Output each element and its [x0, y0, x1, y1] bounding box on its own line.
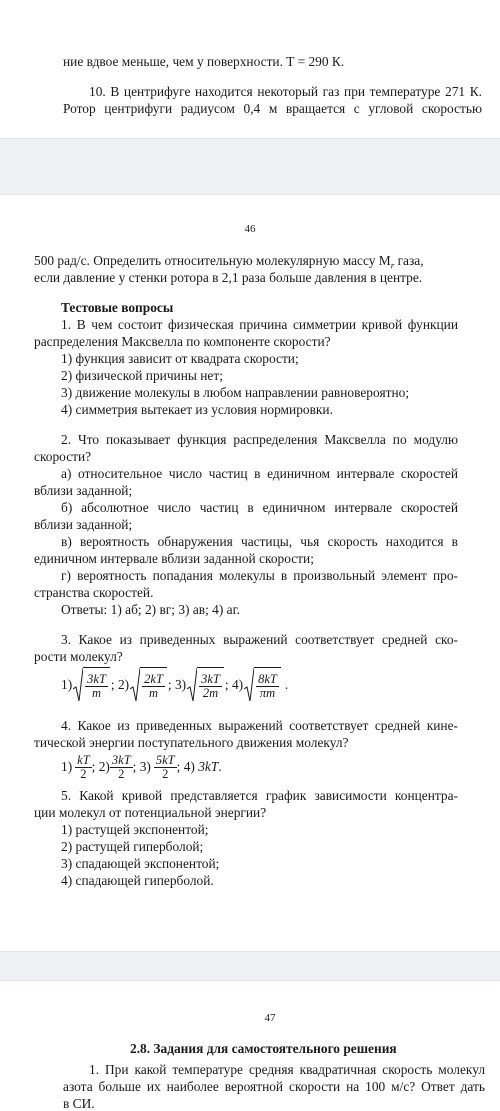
text-line: азота больше их наиболее вероятной скорости на 100 м/с? Ответ дать: [63, 1079, 485, 1094]
formula-separator: ; 3): [132, 759, 151, 774]
formula-term: 3kT: [198, 759, 219, 774]
option: 1) растущей экспонентой;: [61, 822, 209, 837]
formula-end: .: [218, 759, 222, 774]
question-3-text: 3. Какое из приведенных выражений соответствует средней ско-: [61, 632, 458, 647]
text-line: если давление у стенки ротора в 2,1 раза больше давления в центре.: [34, 270, 423, 285]
denominator: m: [149, 685, 159, 700]
formula-label: 1): [61, 759, 73, 774]
page-gap: [0, 951, 500, 981]
question-1-text: 1. В чем состоит физическая причина симметрии кривой функции: [61, 317, 458, 332]
sqrt-expression: [130, 667, 167, 703]
text-line: ние вдвое меньше, чем у поверхности. T = 290 К.: [63, 54, 345, 69]
question-1-text: распределения Максвелла по компоненте скорости?: [34, 334, 331, 349]
numerator: 3kT: [111, 752, 131, 767]
denominator: 2: [80, 766, 87, 781]
denominator: 2: [162, 766, 169, 781]
option: б) абсолютное число частиц в единичном интервале скоростей: [61, 500, 458, 515]
fraction: [75, 754, 92, 781]
text-line: Ротор центрифуги радиусом 0,4 м вращается с угловой скоростью: [63, 101, 482, 116]
formula-separator: ; 3): [167, 677, 187, 692]
numerator: 5kT: [155, 752, 175, 767]
formula-end: .: [284, 677, 289, 692]
intro-main: 500 рад/с. Определить относительную молекулярную массу M: [34, 253, 391, 268]
numerator: 3kT: [201, 671, 220, 686]
sqrt-expression: [244, 667, 281, 703]
option: а) относительное число частиц в единичном интервале скоростей: [61, 466, 458, 481]
option: 3) движение молекулы в любом направлении равновероятно;: [61, 385, 410, 400]
intro-subscript: r: [390, 260, 395, 271]
option: 4) спадающей гиперболой.: [61, 873, 214, 888]
page-gap: [0, 138, 500, 195]
question-2-text: скорости?: [34, 449, 92, 464]
page-47: [0, 981, 500, 1111]
option: вблизи заданной;: [34, 483, 133, 498]
option: 4) симметрия вытекает из условия нормировки.: [61, 402, 333, 417]
section-heading: 2.8. Задания для самостоятельного решения: [130, 1041, 397, 1056]
numerator: kT: [77, 752, 90, 767]
formula-q3: [61, 665, 288, 705]
formula-q4: [61, 751, 222, 783]
question-4-text: 4. Какое из приведенных выражений соответствует средней кине-: [61, 718, 458, 733]
option: г) вероятность попадания молекулы в произвольный элемент про-: [61, 568, 458, 583]
option: единичном интервале вблизи заданной скорости;: [34, 551, 314, 566]
section-title: Тестовые вопросы: [61, 300, 174, 315]
option: 2) физической причины нет;: [61, 368, 223, 383]
sqrt-expression: [187, 667, 224, 703]
numerator: 8kT: [258, 671, 277, 686]
fraction: [154, 754, 177, 781]
option: 3) спадающей экспонентой;: [61, 856, 220, 871]
sqrt-expression: [73, 667, 110, 703]
denominator: πm: [259, 685, 276, 700]
formula-separator: ; 2): [91, 759, 110, 774]
denominator: m: [92, 685, 102, 700]
denominator: 2: [118, 766, 125, 781]
intro-tail: газа,: [394, 253, 424, 268]
denominator: 2m: [202, 685, 219, 700]
formula-label: 1): [61, 677, 73, 692]
formula-separator: ; 2): [110, 677, 130, 692]
option: в) вероятность обнаружения частицы, чья скорость находится в: [61, 534, 458, 549]
page-number: 47: [264, 1012, 276, 1024]
page-46: [0, 195, 500, 951]
option: вблизи заданной;: [34, 517, 133, 532]
formula-separator: ; 4): [176, 759, 199, 774]
text-line: 1. При какой температуре средняя квадратичная скорость молекул: [89, 1062, 485, 1077]
numerator: 2kT: [144, 671, 163, 686]
formula-separator: ; 4): [224, 677, 244, 692]
question-5-text: ции молекул от потенциальной энергии?: [34, 805, 267, 820]
question-3-text: рости молекул?: [34, 649, 123, 664]
question-4-text: тической энергии поступательного движения молекул?: [34, 735, 349, 750]
question-5-text: 5. Какой кривой представляется график зависимости концентра-: [61, 788, 458, 803]
answers-line: Ответы: 1) аб; 2) вг; 3) ав; 4) аг.: [61, 602, 240, 617]
fraction: [110, 754, 133, 781]
option: странства скоростей.: [34, 585, 154, 600]
text-line: 10. В центрифуге находится некоторый газ при температуре 271 К.: [89, 84, 482, 99]
text-line: в СИ.: [63, 1096, 95, 1111]
option: 1) функция зависит от квадрата скорости;: [61, 351, 299, 366]
question-2-text: 2. Что показывает функция распределения Максвелла по модулю: [61, 432, 458, 447]
numerator: 3kT: [87, 671, 106, 686]
page-number: 46: [244, 223, 256, 235]
page-top-fragment: [0, 0, 500, 138]
option: 2) растущей гиперболой;: [61, 839, 204, 854]
